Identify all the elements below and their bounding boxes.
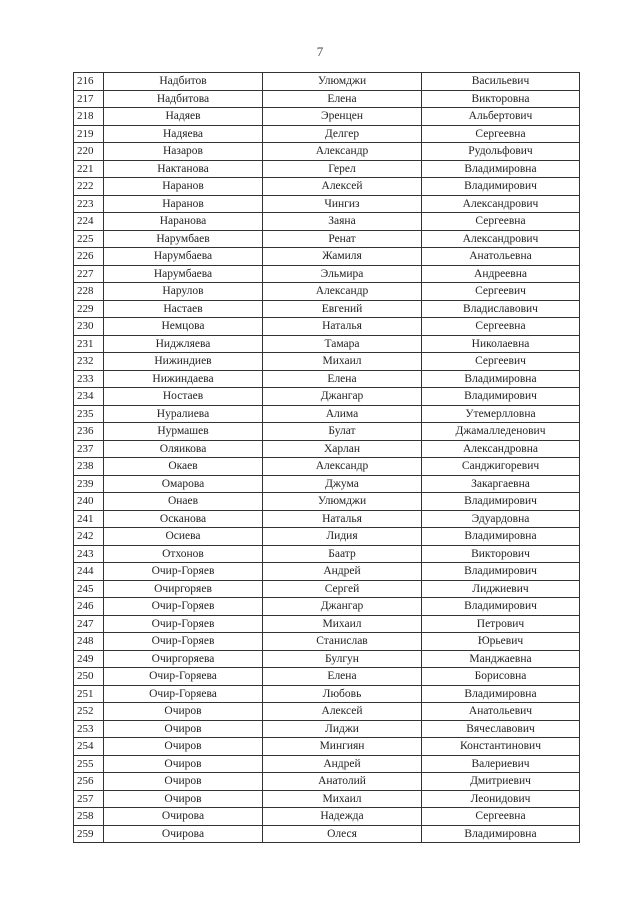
table-row — [74, 650, 580, 668]
patronymic-cell: Васильевич — [422, 73, 580, 91]
table-row — [74, 73, 580, 91]
last-name-cell: Очир-Горяева — [104, 685, 263, 703]
table-row — [74, 230, 580, 248]
last-name-cell: Очир-Горяев — [104, 615, 263, 633]
first-name-cell: Ренат — [263, 230, 422, 248]
patronymic-cell: Сергеевна — [422, 125, 580, 143]
table-row — [74, 703, 580, 721]
first-name-cell: Елена — [263, 668, 422, 686]
row-number-cell: 229 — [74, 300, 104, 318]
first-name-cell: Евгений — [263, 300, 422, 318]
table-row — [74, 283, 580, 301]
row-number-cell: 250 — [74, 668, 104, 686]
patronymic-cell: Владимирович — [422, 388, 580, 406]
first-name-cell: Джангар — [263, 598, 422, 616]
table-row — [74, 423, 580, 441]
first-name-cell: Александр — [263, 458, 422, 476]
row-number-cell: 227 — [74, 265, 104, 283]
table-row — [74, 808, 580, 826]
last-name-cell: Надяева — [104, 125, 263, 143]
row-number-cell: 256 — [74, 773, 104, 791]
row-number-cell: 254 — [74, 738, 104, 756]
table-row — [74, 528, 580, 546]
table-row — [74, 598, 580, 616]
roster-body — [74, 73, 580, 843]
table-row — [74, 125, 580, 143]
patronymic-cell: Сергеевна — [422, 213, 580, 231]
first-name-cell: Алексей — [263, 178, 422, 196]
first-name-cell: Булат — [263, 423, 422, 441]
table-row — [74, 353, 580, 371]
last-name-cell: Наранова — [104, 213, 263, 231]
patronymic-cell: Александровна — [422, 440, 580, 458]
table-row — [74, 143, 580, 161]
patronymic-cell: Дмитриевич — [422, 773, 580, 791]
table-row — [74, 633, 580, 651]
first-name-cell: Мингиян — [263, 738, 422, 756]
patronymic-cell: Альбертович — [422, 108, 580, 126]
row-number-cell: 241 — [74, 510, 104, 528]
first-name-cell: Лидия — [263, 528, 422, 546]
patronymic-cell: Джамалледенович — [422, 423, 580, 441]
first-name-cell: Булгун — [263, 650, 422, 668]
table-row — [74, 615, 580, 633]
table-row — [74, 668, 580, 686]
first-name-cell: Андрей — [263, 563, 422, 581]
patronymic-cell: Сергеевич — [422, 353, 580, 371]
patronymic-cell: Рудольфович — [422, 143, 580, 161]
first-name-cell: Улюмджи — [263, 493, 422, 511]
last-name-cell: Отхонов — [104, 545, 263, 563]
patronymic-cell: Утемерлловна — [422, 405, 580, 423]
table-row — [74, 685, 580, 703]
table-row — [74, 213, 580, 231]
row-number-cell: 226 — [74, 248, 104, 266]
table-row — [74, 545, 580, 563]
first-name-cell: Елена — [263, 370, 422, 388]
first-name-cell: Заяна — [263, 213, 422, 231]
last-name-cell: Осиева — [104, 528, 263, 546]
patronymic-cell: Андреевна — [422, 265, 580, 283]
first-name-cell: Станислав — [263, 633, 422, 651]
patronymic-cell: Владиславович — [422, 300, 580, 318]
patronymic-cell: Сергеевна — [422, 318, 580, 336]
first-name-cell: Джума — [263, 475, 422, 493]
patronymic-cell: Борисовна — [422, 668, 580, 686]
table-row — [74, 335, 580, 353]
first-name-cell: Делгер — [263, 125, 422, 143]
row-number-cell: 236 — [74, 423, 104, 441]
row-number-cell: 253 — [74, 720, 104, 738]
last-name-cell: Настаев — [104, 300, 263, 318]
patronymic-cell: Манджаевна — [422, 650, 580, 668]
table-row — [74, 300, 580, 318]
table-row — [74, 475, 580, 493]
last-name-cell: Оляикова — [104, 440, 263, 458]
last-name-cell: Очир-Горяев — [104, 633, 263, 651]
table-row — [74, 493, 580, 511]
first-name-cell: Надежда — [263, 808, 422, 826]
first-name-cell: Анатолий — [263, 773, 422, 791]
last-name-cell: Ниджляева — [104, 335, 263, 353]
table-row — [74, 720, 580, 738]
first-name-cell: Чингиз — [263, 195, 422, 213]
row-number-cell: 251 — [74, 685, 104, 703]
first-name-cell: Михаил — [263, 615, 422, 633]
patronymic-cell: Константинович — [422, 738, 580, 756]
row-number-cell: 216 — [74, 73, 104, 91]
last-name-cell: Очир-Горяев — [104, 598, 263, 616]
patronymic-cell: Валериевич — [422, 755, 580, 773]
last-name-cell: Осканова — [104, 510, 263, 528]
last-name-cell: Очир-Горяев — [104, 563, 263, 581]
last-name-cell: Очир-Горяева — [104, 668, 263, 686]
table-row — [74, 563, 580, 581]
row-number-cell: 231 — [74, 335, 104, 353]
last-name-cell: Надбитов — [104, 73, 263, 91]
first-name-cell: Харлан — [263, 440, 422, 458]
table-row — [74, 248, 580, 266]
patronymic-cell: Сергеевна — [422, 808, 580, 826]
last-name-cell: Нарумбаев — [104, 230, 263, 248]
row-number-cell: 240 — [74, 493, 104, 511]
first-name-cell: Наталья — [263, 510, 422, 528]
last-name-cell: Нарумбаева — [104, 248, 263, 266]
row-number-cell: 259 — [74, 825, 104, 843]
first-name-cell: Улюмджи — [263, 73, 422, 91]
table-row — [74, 755, 580, 773]
patronymic-cell: Владимировна — [422, 370, 580, 388]
row-number-cell: 239 — [74, 475, 104, 493]
row-number-cell: 218 — [74, 108, 104, 126]
row-number-cell: 252 — [74, 703, 104, 721]
first-name-cell: Елена — [263, 90, 422, 108]
row-number-cell: 233 — [74, 370, 104, 388]
first-name-cell: Александр — [263, 283, 422, 301]
table-row — [74, 108, 580, 126]
table-row — [74, 580, 580, 598]
last-name-cell: Надбитова — [104, 90, 263, 108]
last-name-cell: Очиров — [104, 720, 263, 738]
first-name-cell: Любовь — [263, 685, 422, 703]
patronymic-cell: Лиджиевич — [422, 580, 580, 598]
table-row — [74, 405, 580, 423]
patronymic-cell: Леонидович — [422, 790, 580, 808]
patronymic-cell: Владимировна — [422, 160, 580, 178]
table-row — [74, 773, 580, 791]
patronymic-cell: Закаргаевна — [422, 475, 580, 493]
patronymic-cell: Владимирович — [422, 598, 580, 616]
last-name-cell: Очиров — [104, 773, 263, 791]
last-name-cell: Надяев — [104, 108, 263, 126]
row-number-cell: 221 — [74, 160, 104, 178]
last-name-cell: Очирова — [104, 808, 263, 826]
table-row — [74, 458, 580, 476]
row-number-cell: 249 — [74, 650, 104, 668]
row-number-cell: 217 — [74, 90, 104, 108]
table-row — [74, 265, 580, 283]
patronymic-cell: Анатольевич — [422, 703, 580, 721]
last-name-cell: Нарумбаева — [104, 265, 263, 283]
patronymic-cell: Вячеславович — [422, 720, 580, 738]
first-name-cell: Алексей — [263, 703, 422, 721]
table-row — [74, 388, 580, 406]
row-number-cell: 243 — [74, 545, 104, 563]
first-name-cell: Олеся — [263, 825, 422, 843]
last-name-cell: Нижиндаева — [104, 370, 263, 388]
last-name-cell: Наранов — [104, 178, 263, 196]
last-name-cell: Нуралиева — [104, 405, 263, 423]
last-name-cell: Очиров — [104, 790, 263, 808]
page-number: 7 — [316, 44, 324, 59]
row-number-cell: 235 — [74, 405, 104, 423]
first-name-cell: Михаил — [263, 353, 422, 371]
row-number-cell: 224 — [74, 213, 104, 231]
first-name-cell: Александр — [263, 143, 422, 161]
patronymic-cell: Владимирович — [422, 493, 580, 511]
row-number-cell: 223 — [74, 195, 104, 213]
patronymic-cell: Владимирович — [422, 178, 580, 196]
roster-table — [73, 72, 580, 843]
patronymic-cell: Владимировна — [422, 528, 580, 546]
row-number-cell: 228 — [74, 283, 104, 301]
first-name-cell: Алима — [263, 405, 422, 423]
row-number-cell: 258 — [74, 808, 104, 826]
patronymic-cell: Викторович — [422, 545, 580, 563]
table-row — [74, 825, 580, 843]
last-name-cell: Очирова — [104, 825, 263, 843]
first-name-cell: Наталья — [263, 318, 422, 336]
patronymic-cell: Юрьевич — [422, 633, 580, 651]
first-name-cell: Жамиля — [263, 248, 422, 266]
row-number-cell: 257 — [74, 790, 104, 808]
table-row — [74, 160, 580, 178]
patronymic-cell: Николаевна — [422, 335, 580, 353]
patronymic-cell: Санджигоревич — [422, 458, 580, 476]
table-row — [74, 738, 580, 756]
table-row — [74, 318, 580, 336]
patronymic-cell: Анатольевна — [422, 248, 580, 266]
table-row — [74, 195, 580, 213]
row-number-cell: 225 — [74, 230, 104, 248]
first-name-cell: Андрей — [263, 755, 422, 773]
row-number-cell: 246 — [74, 598, 104, 616]
last-name-cell: Очиров — [104, 738, 263, 756]
last-name-cell: Очиргоряев — [104, 580, 263, 598]
row-number-cell: 247 — [74, 615, 104, 633]
patronymic-cell: Эдуардовна — [422, 510, 580, 528]
row-number-cell: 230 — [74, 318, 104, 336]
row-number-cell: 245 — [74, 580, 104, 598]
table-row — [74, 440, 580, 458]
last-name-cell: Нактанова — [104, 160, 263, 178]
patronymic-cell: Сергеевич — [422, 283, 580, 301]
row-number-cell: 248 — [74, 633, 104, 651]
table-row — [74, 790, 580, 808]
patronymic-cell: Владимирович — [422, 563, 580, 581]
last-name-cell: Очиргоряева — [104, 650, 263, 668]
patronymic-cell: Владимировна — [422, 685, 580, 703]
patronymic-cell: Александрович — [422, 195, 580, 213]
first-name-cell: Тамара — [263, 335, 422, 353]
first-name-cell: Лиджи — [263, 720, 422, 738]
last-name-cell: Очиров — [104, 755, 263, 773]
patronymic-cell: Владимировна — [422, 825, 580, 843]
last-name-cell: Омарова — [104, 475, 263, 493]
first-name-cell: Эльмира — [263, 265, 422, 283]
row-number-cell: 255 — [74, 755, 104, 773]
row-number-cell: 238 — [74, 458, 104, 476]
last-name-cell: Нурмашев — [104, 423, 263, 441]
last-name-cell: Немцова — [104, 318, 263, 336]
last-name-cell: Нижиндиев — [104, 353, 263, 371]
last-name-cell: Окаев — [104, 458, 263, 476]
first-name-cell: Баатр — [263, 545, 422, 563]
first-name-cell: Сергей — [263, 580, 422, 598]
last-name-cell: Ностаев — [104, 388, 263, 406]
row-number-cell: 242 — [74, 528, 104, 546]
row-number-cell: 244 — [74, 563, 104, 581]
first-name-cell: Джангар — [263, 388, 422, 406]
row-number-cell: 237 — [74, 440, 104, 458]
row-number-cell: 222 — [74, 178, 104, 196]
row-number-cell: 220 — [74, 143, 104, 161]
last-name-cell: Нарулов — [104, 283, 263, 301]
first-name-cell: Михаил — [263, 790, 422, 808]
patronymic-cell: Петрович — [422, 615, 580, 633]
first-name-cell: Эренцен — [263, 108, 422, 126]
table-row — [74, 510, 580, 528]
first-name-cell: Герел — [263, 160, 422, 178]
table-row — [74, 90, 580, 108]
patronymic-cell: Александрович — [422, 230, 580, 248]
last-name-cell: Назаров — [104, 143, 263, 161]
last-name-cell: Онаев — [104, 493, 263, 511]
last-name-cell: Наранов — [104, 195, 263, 213]
row-number-cell: 232 — [74, 353, 104, 371]
last-name-cell: Очиров — [104, 703, 263, 721]
table-row — [74, 178, 580, 196]
table-row — [74, 370, 580, 388]
row-number-cell: 219 — [74, 125, 104, 143]
row-number-cell: 234 — [74, 388, 104, 406]
patronymic-cell: Викторовна — [422, 90, 580, 108]
